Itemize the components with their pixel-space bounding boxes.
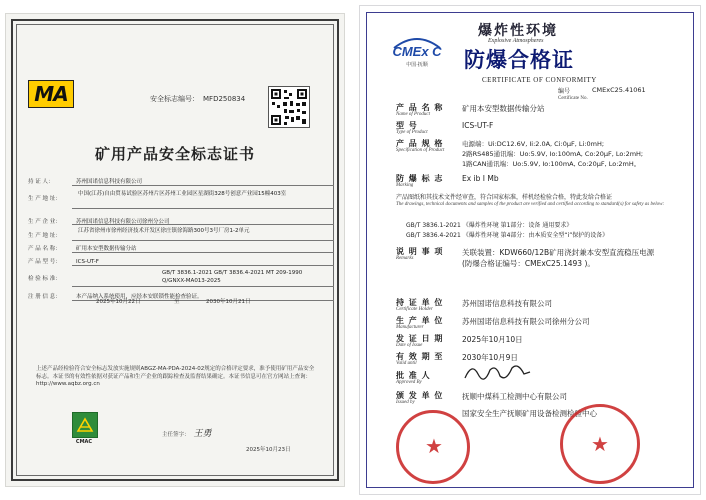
row-value: 苏州国诺信息科技有限公司 [76,179,143,185]
holder-label-en: Certificate Holder [396,307,433,312]
signature-label: 主任签字： [162,432,190,438]
certificate-title-en: CERTIFICATE OF CONFORMITY [482,76,597,84]
official-seal-icon [560,404,640,484]
explosive-atmospheres-en: Explosive Atmospheres [488,38,544,44]
valid-to-word: 至 [174,299,180,305]
cert-no-label-zh: 编号 [558,88,571,95]
row-holder [28,177,142,185]
marking-label-en: Marking [396,183,414,188]
row-value: 江苏省徐州市徐州经济技术开发区徐庄镇徐海路300号3号厂房1-2单元 [78,228,250,234]
row-label: 检 验 标 准： [28,276,61,282]
issued-by-label-en: Issued by [396,400,415,405]
producer-value: 苏州国诺信息科技有限公司徐州分公司 [462,317,590,326]
product-type-value: ICS-UT-F [462,121,494,130]
row-label: 持 证 人： [28,179,54,185]
underline [72,265,334,266]
row-label: 生 产 企 业： [28,219,61,225]
signature-block [162,426,212,439]
standard-line: GB/T 3836.1-2021 《爆炸性环境 第1部分：设备 通用要求》 [406,222,573,229]
issue-date-label-en: Date of Issue [396,343,423,348]
row-product-type [28,257,99,265]
valid-until-label: 有 效 期 至 [396,352,444,361]
seal-star-icon: ★ [425,434,443,458]
drawings-statement: 产品图纸和其技术文件经审查，符合国家标准，样机经检验合格，特此发给合格证 [396,194,613,201]
safety-mark-number [146,94,245,104]
valid-from-date: 2025年10月22日 [96,299,141,305]
row-value: GB/T 3836.1-2021 GB/T 3836.4-2021 MT 209-1990 Q/GNXX-MA013-2025 [162,270,303,284]
issuer-line: 抚顺中煤科工检测中心有限公司 [462,392,567,401]
row-address-label [28,194,76,202]
approved-by-label: 批 准 人 [396,371,431,380]
cert-no-label-en: Certificate No. [558,96,588,101]
explosion-proof-certificate [360,6,700,494]
remarks-label-en: Remarks [396,256,414,261]
approver-signature-icon [462,360,532,384]
qr-code-icon [268,86,310,128]
mining-safety-certificate [6,14,344,486]
marking-value: Ex ib I Mb [462,174,499,183]
row-value: 本产品纳入系统使用，应经本安联锁性能检查验证。 [76,294,203,300]
spec-line: 1路CAN通讯端：Uo:5.9V, Io:100mA, Co:20μF, Lo:2mH。 [462,160,641,168]
row-product-name [28,244,137,252]
underline [72,252,334,253]
product-type-label: 型 号 [396,121,418,130]
row-producer-address-label [28,231,76,239]
spec-line: 2路RS485通讯端：Uo:5.9V, Io:100mA, Co:20μF, Lo:2mH; [462,150,644,158]
signature-ink: 王勇 [193,429,212,439]
cmex-logo [388,34,446,68]
producer-label: 生 产 单 位 [396,316,444,325]
row-label: 产 品 型 号： [28,259,61,265]
product-name-label-en: Name of Product [396,112,430,117]
row-label: 生 产 地 址： [28,233,61,239]
row-label: 生 产 地 址： [28,196,61,202]
issue-date-label: 发 证 日 期 [396,334,444,343]
cmac-logo-icon [72,412,98,438]
holder-value: 苏州国诺信息科技有限公司 [462,299,552,308]
safety-mark-value: MFD250834 [203,95,246,103]
cmex-logo-sub: 中国·抚顺 [406,62,428,68]
certificate-number-label [558,86,588,101]
cmex-logo-text: CMEx C [392,44,442,59]
specification-label-en: Specification of Product [396,148,445,153]
producer-label-en: Manufacturer [396,325,424,330]
row-value: 苏州国诺信息科技有限公司徐州分公司 [76,219,170,225]
row-label: 注 册 信 息： [28,294,61,300]
explosive-atmospheres-zh: 爆炸性环境 [478,23,558,39]
product-type-label-en: Type of Product [396,130,428,135]
marking-label: 防 爆 标 志 [396,174,444,183]
safety-mark-label: 安全标志编号： [150,95,199,103]
ma-logo-text: MA [34,82,68,106]
row-value: ICS-UT-F [76,259,99,265]
approved-by-label-en: Approved By [396,380,422,385]
row-label: 产 品 名 称： [28,246,61,252]
valid-until-value: 2030年10月9日 [462,353,518,362]
underline [72,185,334,186]
remarks-line: 关联装置：KDW660/12B矿用浇封兼本安型直流稳压电源 [462,248,655,257]
issuer-line: 国家安全生产抚顺矿用设备检测检验中心 [462,409,597,418]
underline [72,240,334,241]
underline [72,208,334,209]
underline [72,286,334,287]
standard-line: GB/T 3836.4-2021 《爆炸性环境 第4部分：由本质安全型“i”保护的设备》 [406,232,609,239]
product-name-value: 矿用本安型数据传输分站 [462,104,545,113]
row-value: 中国(江苏)自由贸易试验区苏州片区苏州工业园区星湖街328号创意产业园15幢403室 [78,191,287,197]
spec-line: 电源端：Ui:DC12.6V, Ii:2.0A, Ci:0μF, Li:0mH; [462,140,605,148]
drawings-statement-en: The drawings, technical documents and samples of the product are verified and certified according to standard(s) for safety as below: [396,202,665,207]
issue-date: 2025年10月23日 [246,447,291,453]
official-seal-icon [396,410,470,484]
certificate-number-value: CMExC25.41061 [592,86,646,94]
remarks-label: 说 明 事 项 [396,247,444,256]
row-standard-label [28,274,76,282]
issue-date-value: 2025年10月10日 [462,335,523,344]
cmac-label: CMAC [75,439,93,445]
remarks-line: (防爆合格证编号：CMExC25.1493 )。 [462,259,595,268]
ma-logo [28,80,74,108]
underline [72,224,334,225]
seal-star-icon: ★ [591,432,609,456]
valid-until-label-en: Valid until [396,361,417,366]
certificate-footer-text: 上述产品经检验符合安全标志发放实施规则ABGZ-MA-PDA-2024-02规定的合格评定要求，准予使用矿用产品安全标志。本证书的有效性依据对获证产品和生产企业的跟踪检查及监督结果确定。本证书信息可在官方网站上查询：http://www.aqbz.org.cn [36,366,315,387]
product-name-label: 产 品 名 称 [396,103,444,112]
row-value: 矿用本安型数据传输分站 [76,246,137,252]
holder-label: 持 证 单 位 [396,298,444,307]
valid-end-date: 2030年10月21日 [206,299,251,305]
certificate-title: 防爆合格证 [464,48,574,72]
issued-by-label: 颁 发 单 位 [396,391,444,400]
specification-label: 产 品 规 格 [396,139,444,148]
certificate-title: 矿用产品安全标志证书 [94,145,255,163]
